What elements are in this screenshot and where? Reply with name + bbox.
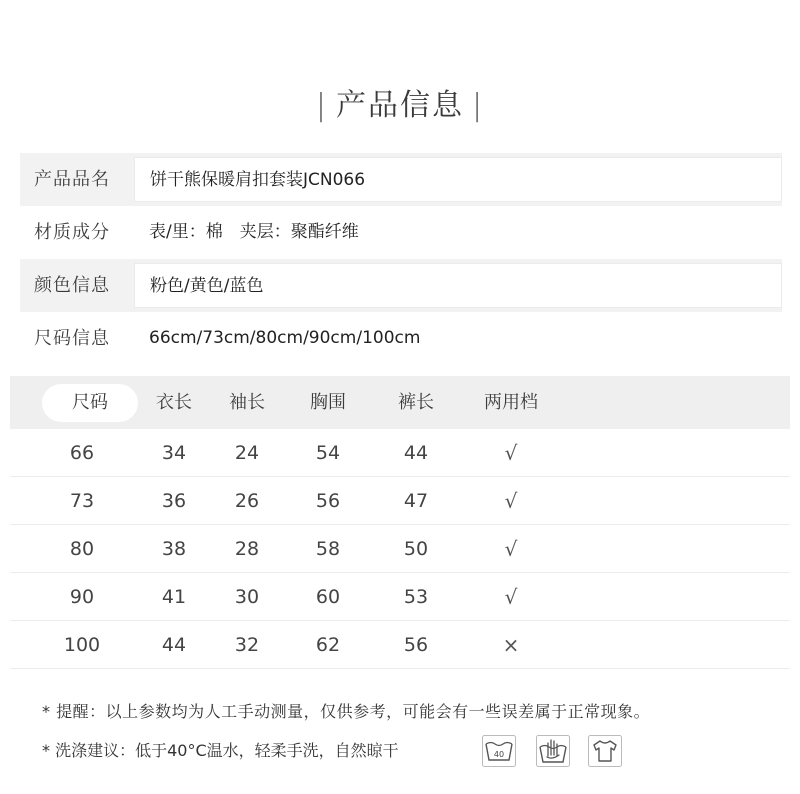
- washing-note: * 洗涤建议：低于40°C温水，轻柔手洗，自然晾干: [42, 741, 399, 760]
- table-cell: 26: [234, 490, 260, 512]
- table-cell: 58: [315, 538, 341, 560]
- table-cell: 44: [161, 634, 187, 656]
- check-mark: √: [504, 585, 518, 609]
- info-value: 饼干熊保暖肩扣套装JCN066: [134, 157, 782, 202]
- reminder-note: * 提醒：以上参数均为人工手动测量，仅供参考，可能会有一些误差属于正常现象。: [42, 702, 651, 721]
- table-cell: 90: [69, 586, 95, 608]
- table-cell: 80: [69, 538, 95, 560]
- header-cell: 袖长: [229, 392, 265, 413]
- info-label: 尺码信息: [34, 328, 110, 349]
- notes: [42, 696, 782, 760]
- check-mark: √: [504, 441, 518, 465]
- table-cell: 73: [69, 490, 95, 512]
- table-cell: 60: [315, 586, 341, 608]
- table-cell: 50: [403, 538, 429, 560]
- cross-mark: ×: [502, 633, 520, 657]
- table-cell: 24: [234, 442, 260, 464]
- table-cell: 41: [161, 586, 187, 608]
- table-cell: 53: [403, 586, 429, 608]
- table-cell: 34: [161, 442, 187, 464]
- info-label: 产品品名: [34, 169, 110, 190]
- size-table-header: [10, 376, 790, 429]
- info-row-size: [20, 312, 782, 365]
- table-cell: 32: [234, 634, 260, 656]
- check-mark: √: [504, 489, 518, 513]
- header-cell: 两用档: [484, 392, 538, 413]
- page-title: [0, 80, 800, 124]
- size-table: [10, 376, 790, 669]
- title-text: 产品信息: [336, 88, 464, 123]
- table-cell: 30: [234, 586, 260, 608]
- table-cell: 54: [315, 442, 341, 464]
- wash-temp-label: 40: [493, 750, 505, 759]
- table-cell: 62: [315, 634, 341, 656]
- table-cell: 56: [315, 490, 341, 512]
- header-cell: 衣长: [156, 392, 192, 413]
- product-info: [20, 153, 782, 365]
- hand-wash-icon: [536, 735, 570, 767]
- table-cell: 38: [161, 538, 187, 560]
- header-size-pill: 尺码: [42, 384, 138, 422]
- info-row-color: [20, 259, 782, 312]
- header-cell: 裤长: [398, 392, 434, 413]
- info-label: 颜色信息: [34, 275, 110, 296]
- table-row: [10, 477, 790, 525]
- table-cell: 56: [403, 634, 429, 656]
- info-value: 粉色/黄色/蓝色: [134, 263, 782, 308]
- info-label: 材质成分: [34, 222, 110, 243]
- table-row: [10, 573, 790, 621]
- table-cell: 44: [403, 442, 429, 464]
- info-value: 66cm/73cm/80cm/90cm/100cm: [149, 328, 421, 348]
- info-row-material: [20, 206, 782, 259]
- title-bar-right: |: [472, 88, 485, 123]
- dry-flat-shirt-icon: [588, 735, 622, 767]
- table-cell: 28: [234, 538, 260, 560]
- table-cell: 36: [161, 490, 187, 512]
- table-cell: 66: [69, 442, 95, 464]
- info-row-name: [20, 153, 782, 206]
- info-value: 表/里：棉 夹层：聚酯纤维: [149, 222, 359, 242]
- check-mark: √: [504, 537, 518, 561]
- table-cell: 47: [403, 490, 429, 512]
- title-bar-left: |: [315, 88, 328, 123]
- table-row: [10, 429, 790, 477]
- header-cell: 胸围: [310, 392, 346, 413]
- wash-40-icon: [482, 735, 516, 767]
- table-row: [10, 525, 790, 573]
- table-row: [10, 621, 790, 669]
- table-cell: 100: [63, 634, 101, 656]
